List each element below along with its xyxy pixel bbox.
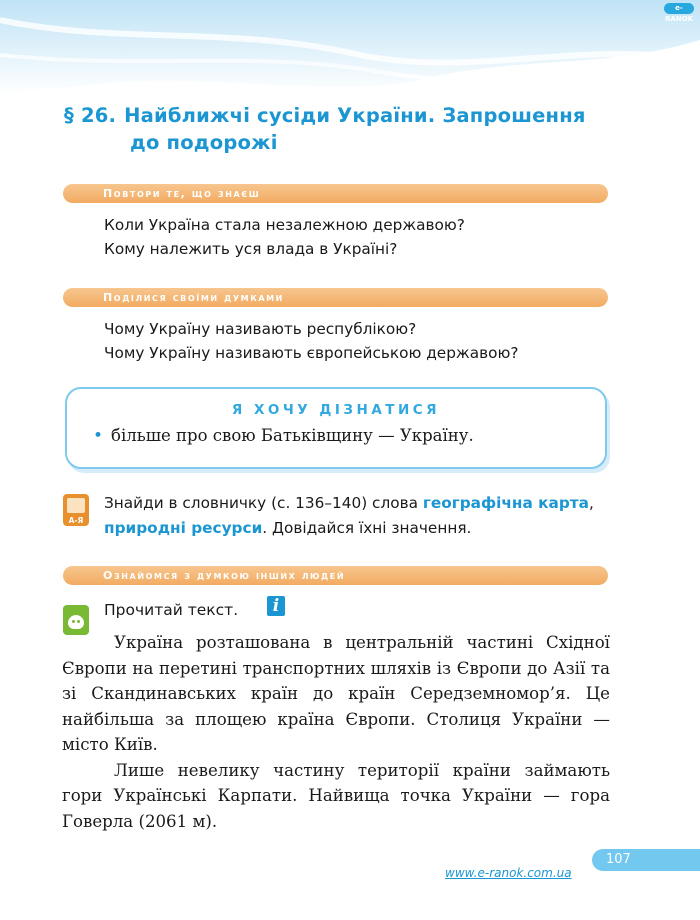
dictionary-separator: , (588, 494, 594, 512)
reading-paragraph-1: Україна розташована в центральній частині Східної Європи на перетині транспортних шляхів із Європи до Азії та зі Скандинавських країн до країн Середземномор’я. Це найбільша за площею країна Європи. Столиця України — місто Київ. (62, 633, 610, 754)
share-question-2: Чому Україну називають європейською державою? (104, 344, 519, 362)
section-label-others: Ознайомся з думкою інших людей (103, 569, 346, 582)
review-question-2: Кому належить уся влада в Україні? (104, 240, 398, 258)
term-natural-resources: природні ресурси (104, 518, 263, 537)
dictionary-text-after: . Довідайся їхні значення. (262, 518, 472, 537)
title-line-2: до подорожі (130, 131, 278, 154)
reading-text (62, 630, 610, 834)
bullet-icon: • (93, 426, 104, 446)
character-eye-icon (77, 620, 80, 623)
character-eye-icon (72, 620, 75, 623)
character-face-icon (68, 615, 84, 629)
reading-paragraph-2: Лише невелику частину території країни займають гори Українські Карпати. Найвища точка України — гора Говерла (2061 м). (62, 760, 610, 831)
term-geographic-map: географічна карта (422, 494, 589, 512)
section-bar-review (63, 184, 608, 203)
paragraph-number: § 26. (64, 104, 117, 127)
publisher-logo: e-RANOK (664, 4, 694, 23)
review-question-1: Коли Україна стала незалежною державою? (104, 216, 465, 234)
book-page-icon (67, 498, 85, 513)
share-question-1: Чому Україну називають республікою? (104, 320, 417, 338)
page-number: 107 (592, 849, 700, 871)
want-to-know-heading: Я ХОЧУ ДІЗНАТИСЯ (231, 402, 441, 418)
dictionary-text-before: Знайди в словничку (с. 136–140) слова (104, 494, 423, 512)
read-task-label: Прочитай текст. (104, 601, 239, 619)
section-bar-share (63, 288, 608, 307)
dictionary-icon (63, 494, 89, 526)
section-label-share: Поділися своїми думками (103, 291, 284, 304)
info-icon: i (267, 596, 285, 616)
title-line-1: Найближчі сусіди України. Запрошення (124, 104, 586, 127)
want-to-know-item (93, 426, 474, 446)
want-to-know-text: більше про свою Батьківщину — Україну. (111, 426, 474, 445)
dictionary-task (104, 491, 614, 540)
dictionary-icon-label: А-Я (68, 516, 84, 525)
website-link[interactable]: www.e-ranok.com.ua (445, 866, 572, 880)
page-title (64, 102, 624, 156)
section-bar-others (63, 566, 608, 585)
section-label-review: Повтори те, що знаєш (103, 187, 261, 200)
want-to-know-box (65, 387, 607, 469)
